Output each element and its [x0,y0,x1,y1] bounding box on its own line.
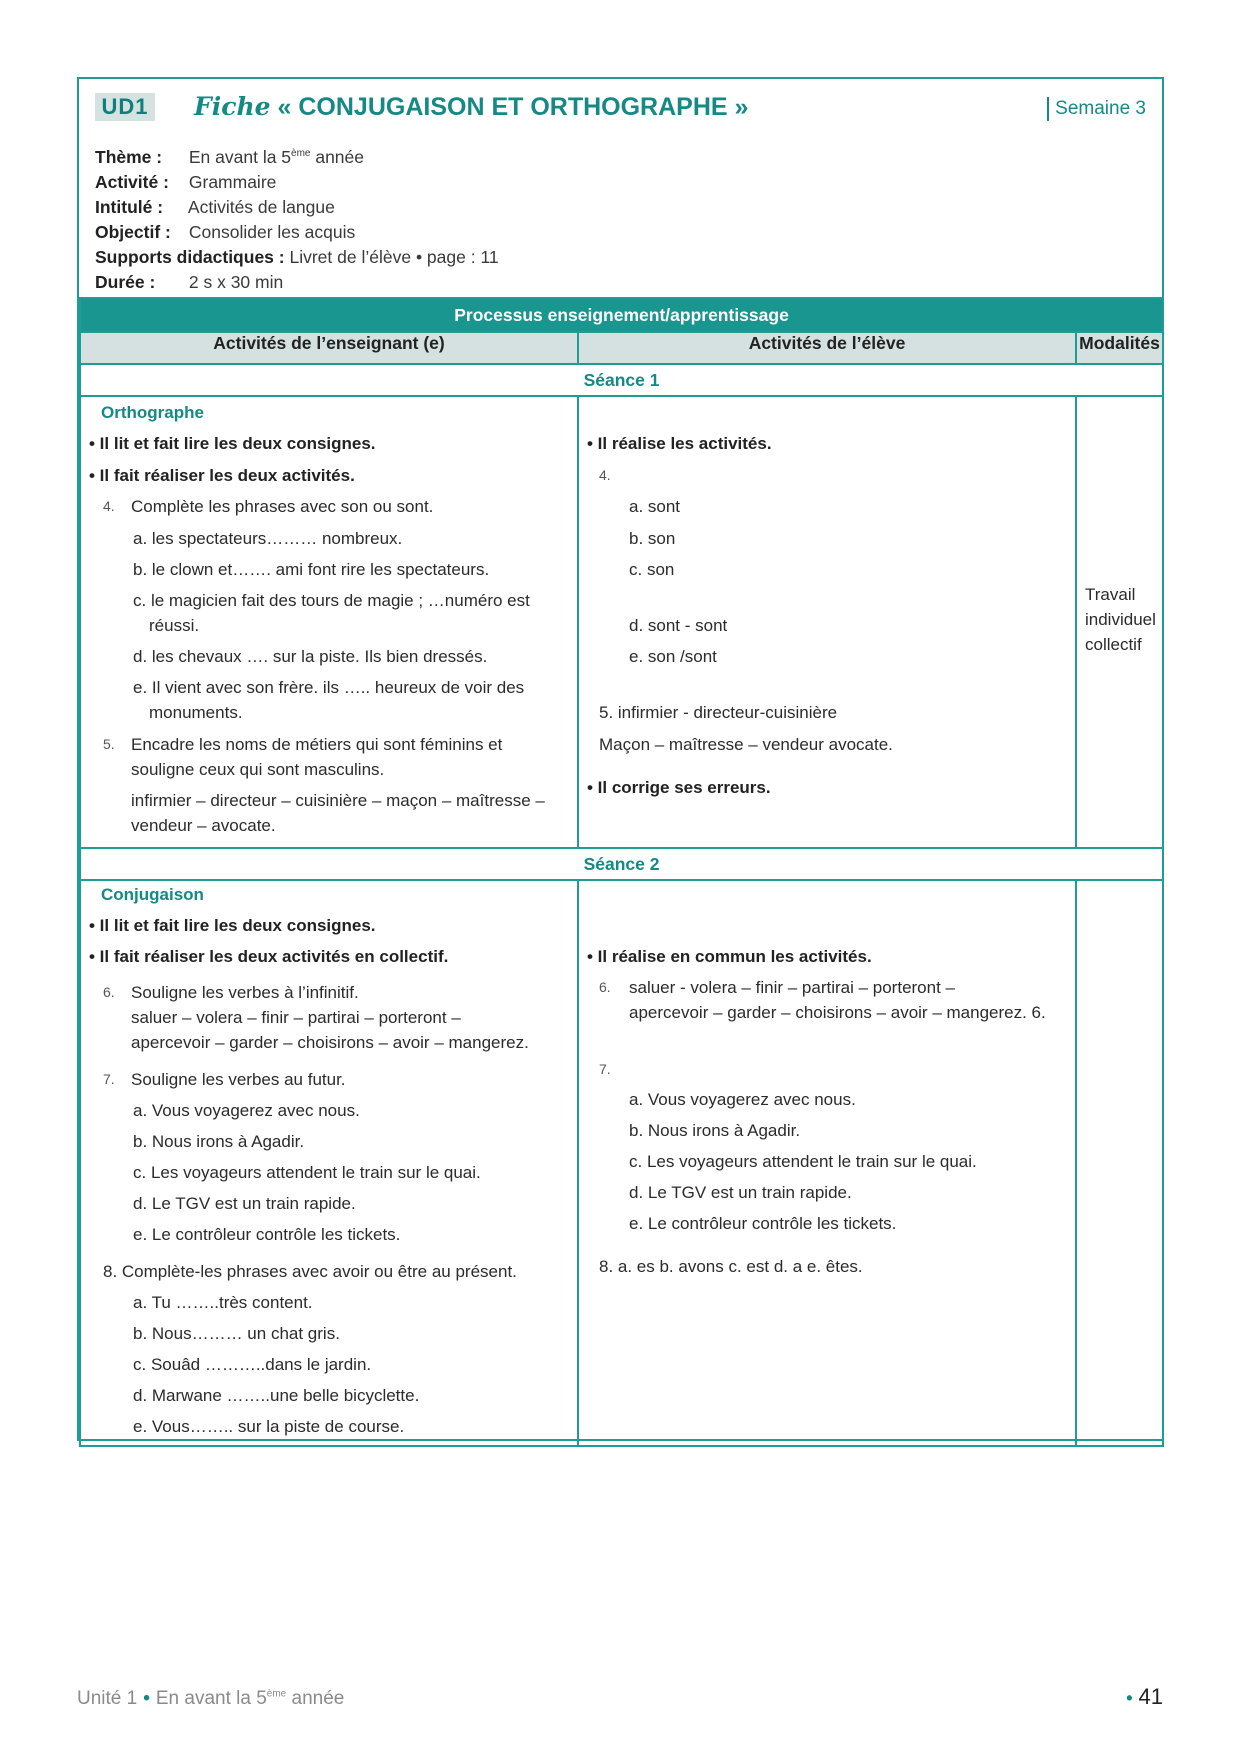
answer-item: e. Le contrôleur contrôle les tickets. [629,1214,897,1233]
question-text: souligne ceux qui sont masculins. [131,760,385,779]
modal-text: Travail [1085,585,1136,604]
footer-unit: Unité 1 • En avant la 5ème année [77,1688,345,1709]
title-prefix: Fiche [194,92,271,121]
activite-label: Activité : [95,171,169,192]
unit-badge: UD1 [95,93,155,121]
answer-number: 4. [599,467,611,483]
teacher-bullet: • Il fait réaliser les deux activités en collectif. [89,947,449,966]
question-number: 7. [103,1071,115,1087]
question-text: vendeur – avocate. [131,816,276,835]
question-item: c. Les voyageurs attendent le train sur le quai. [133,1163,481,1182]
seance-2-title: Séance 2 [80,848,1163,880]
answer-item: d. Le TGV est un train rapide. [629,1183,852,1202]
question-item: a. Tu ……..très content. [133,1293,313,1312]
conjugaison-heading: Conjugaison [101,885,204,904]
answer-item: c. Les voyageurs attendent le train sur le quai. [629,1152,977,1171]
page-number: • 41 [1126,1684,1163,1709]
question-item: a. Vous voyagerez avec nous. [133,1101,360,1120]
question-number: 5. [103,736,115,752]
title-main: « CONJUGAISON ET ORTHOGRAPHE » [277,93,749,121]
question-number: 4. [103,498,115,514]
activite-value: Grammaire [188,171,277,192]
theme-value: En avant la 5ème année [188,146,365,167]
objectif-row [95,220,499,245]
answer-item: c. son [629,560,675,579]
question-item: c. le magicien fait des tours de magie ; …numéro est [133,591,530,610]
question-item: réussi. [149,616,200,635]
question-text: apercevoir – garder – choisirons – avoir – mangerez. [131,1033,529,1052]
question-text: infirmier – directeur – cuisinière – maçon – maîtresse – [131,791,545,810]
answer-item: b. son [629,529,676,548]
answer-number: 7. [599,1061,611,1077]
sheet-title [194,92,748,122]
question-item: a. les spectateurs……… nombreux. [133,529,403,548]
seance-1-title: Séance 1 [80,364,1163,396]
answer-item: saluer - volera – finir – partirai – porteront – [629,978,955,997]
theme-row [95,141,499,170]
answer-item: b. Nous irons à Agadir. [629,1121,801,1140]
intitule-label: Intitulé : [95,196,164,217]
question-text: Encadre les noms de métiers qui sont féminins et [131,735,503,754]
question-item: b. Nous……… un chat gris. [133,1324,340,1343]
question-item: b. le clown et……. ami font rire les spectateurs. [133,560,490,579]
seance-2-modal-cell [1076,880,1163,1446]
seance-2-student-cell [578,880,1076,1446]
supports-value: Livret de l’élève • page : 11 [289,246,499,267]
week-label: Semaine 3 [1047,97,1146,121]
answer-item: 5. infirmier - directeur-cuisinière [599,703,838,722]
question-text: 8. Complète-les phrases avec avoir ou être au présent. [103,1262,517,1281]
answer-item: a. sont [629,497,681,516]
question-text: Souligne les verbes à l’infinitif. [131,983,359,1002]
student-bullet: • Il corrige ses erreurs. [587,778,771,797]
footer-unit-label: Unité 1 [77,1688,138,1709]
question-item: monuments. [149,703,243,722]
question-item: e. Il vient avec son frère. ils ….. heureux de voir des [133,678,525,697]
duree-label: Durée : [95,271,156,292]
theme-label: Thème : [95,146,163,167]
duree-value: 2 s x 30 min [188,271,284,292]
question-text: Souligne les verbes au futur. [131,1070,346,1089]
answer-item: e. son /sont [629,647,717,666]
answer-item: apercevoir – garder – choisirons – avoir – mangerez. 6. [629,1003,1046,1022]
col-student-header: Activités de l’élève [578,332,1076,364]
answer-item: 8. a. es b. avons c. est d. a e. êtes. [599,1257,863,1276]
modal-text: collectif [1085,635,1142,654]
student-bullet: • Il réalise les activités. [587,434,772,453]
student-bullet: • Il réalise en commun les activités. [587,947,872,966]
question-item: d. les chevaux …. sur la piste. Ils bien dressés. [133,647,488,666]
question-item: c. Souâd ………..dans le jardin. [133,1355,372,1374]
process-title: Processus enseignement/apprentissage [80,298,1163,332]
answer-item: d. sont - sont [629,616,728,635]
col-modal-header: Modalités [1076,332,1163,364]
answer-item: a. Vous voyagerez avec nous. [629,1090,856,1109]
orthographe-heading: Orthographe [101,403,204,422]
question-item: d. Marwane ……..une belle bicyclette. [133,1386,420,1405]
question-item: e. Vous…….. sur la piste de course. [133,1417,405,1436]
supports-label: Supports didactiques : [95,246,285,267]
modal-text: individuel [1085,610,1156,629]
answer-item: Maçon – maîtresse – vendeur avocate. [599,735,893,754]
answer-number: 6. [599,979,611,995]
teacher-bullet: • Il lit et fait lire les deux consignes. [89,434,376,453]
question-text: Complète les phrases avec son ou sont. [131,497,434,516]
seance-1-student-cell [578,396,1076,848]
lesson-info [95,141,499,295]
seance-1-teacher-cell [80,396,578,848]
process-table [79,297,1164,1447]
supports-row [95,245,499,270]
intitule-row [95,195,499,220]
question-text: saluer – volera – finir – partirai – porteront – [131,1008,461,1027]
footer-subtitle: En avant la 5ème année [155,1688,345,1709]
question-item: e. Le contrôleur contrôle les tickets. [133,1225,401,1244]
question-item: d. Le TGV est un train rapide. [133,1194,356,1213]
seance-1-modal-cell [1076,396,1163,848]
objectif-label: Objectif : [95,221,171,242]
question-number: 6. [103,984,115,1000]
lesson-sheet [77,77,1164,1441]
objectif-value: Consolider les acquis [188,221,356,242]
col-teacher-header: Activités de l’enseignant (e) [80,332,578,364]
duree-row [95,270,499,295]
intitule-value: Activités de langue [187,196,335,217]
teacher-bullet: • Il lit et fait lire les deux consignes. [89,916,376,935]
teacher-bullet: • Il fait réaliser les deux activités. [89,466,355,485]
activite-row [95,170,499,195]
sheet-header [79,79,1162,299]
question-item: b. Nous irons à Agadir. [133,1132,305,1151]
seance-2-teacher-cell [80,880,578,1446]
